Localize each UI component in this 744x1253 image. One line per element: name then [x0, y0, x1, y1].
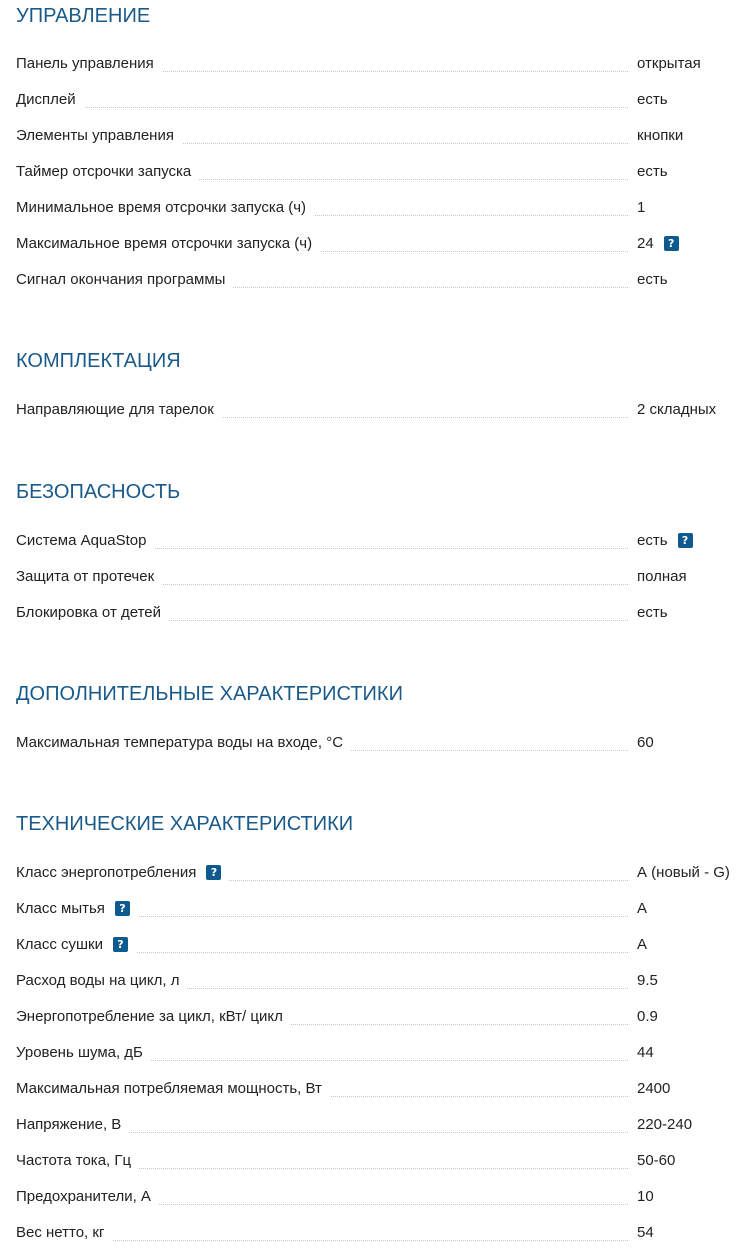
spec-label: Минимальное время отсрочки запуска (ч): [16, 192, 314, 224]
help-icon[interactable]: ?: [664, 236, 679, 251]
section-technical: [16, 808, 744, 1253]
spec-value: А: [637, 936, 648, 953]
spec-label: Напряжение, В: [16, 1109, 129, 1141]
spec-row: [16, 120, 744, 156]
spec-label: [16, 893, 138, 925]
spec-label: Максимальное время отсрочки запуска (ч): [16, 228, 320, 260]
spec-value: 2400: [637, 1080, 671, 1097]
spec-row: [16, 48, 744, 84]
spec-value: [637, 228, 679, 260]
section-title: УПРАВЛЕНИЕ: [16, 5, 151, 27]
spec-row: [16, 1109, 744, 1145]
spec-row: [16, 597, 744, 633]
spec-label: Панель управления: [16, 48, 162, 80]
spec-row: [16, 929, 744, 965]
spec-value: 44: [637, 1044, 654, 1061]
spec-row: [16, 156, 744, 192]
section-title: ДОПОЛНИТЕЛЬНЫЕ ХАРАКТЕРИСТИКИ: [16, 683, 403, 705]
spec-label: Энергопотребление за цикл, кВт/ цикл: [16, 1001, 291, 1033]
spec-value: 50-60: [637, 1152, 676, 1169]
spec-row: [16, 192, 744, 228]
spec-label: Максимальная потребляемая мощность, Вт: [16, 1073, 330, 1105]
spec-label: Частота тока, Гц: [16, 1145, 139, 1177]
spec-row: [16, 893, 744, 929]
spec-value: 1: [637, 199, 646, 216]
spec-label-text: Класс сушки: [16, 936, 103, 953]
spec-value: есть: [637, 604, 668, 621]
spec-value: открытая: [637, 55, 701, 72]
spec-label: Система AquaStop: [16, 525, 154, 557]
spec-value-text: есть: [637, 532, 668, 549]
spec-row: [16, 561, 744, 597]
spec-label: Дисплей: [16, 84, 84, 116]
spec-label: Предохранители, А: [16, 1181, 159, 1213]
spec-label-text: Класс энергопотребления: [16, 864, 197, 881]
spec-row: [16, 525, 744, 561]
section-additional: [16, 678, 744, 763]
spec-row: [16, 264, 744, 300]
spec-row: [16, 1217, 744, 1253]
spec-label: Уровень шума, дБ: [16, 1037, 151, 1069]
spec-label: Расход воды на цикл, л: [16, 965, 187, 997]
spec-label: Направляющие для тарелок: [16, 394, 222, 426]
section-safety: [16, 476, 744, 633]
spec-value: есть: [637, 163, 668, 180]
spec-value: 9.5: [637, 972, 658, 989]
section-equipment: [16, 345, 744, 430]
help-icon[interactable]: ?: [115, 901, 130, 916]
spec-row: [16, 1001, 744, 1037]
spec-value: [637, 525, 693, 557]
spec-value: кнопки: [637, 127, 684, 144]
section-control: [16, 0, 744, 300]
section-title: ТЕХНИЧЕСКИЕ ХАРАКТЕРИСТИКИ: [16, 813, 354, 835]
spec-value: полная: [637, 568, 687, 585]
help-icon[interactable]: ?: [113, 937, 128, 952]
spec-label-text: Класс мытья: [16, 900, 105, 917]
spec-label: Максимальная температура воды на входе, °С: [16, 727, 351, 759]
spec-value: 2 складных: [637, 401, 717, 418]
spec-value-text: 24: [637, 235, 654, 252]
spec-value: 54: [637, 1224, 654, 1241]
section-title: КОМПЛЕКТАЦИЯ: [16, 350, 181, 372]
spec-row: [16, 965, 744, 1001]
spec-value: А (новый - G): [637, 864, 730, 881]
spec-value: 220-240: [637, 1116, 693, 1133]
spec-label: Блокировка от детей: [16, 597, 169, 629]
spec-value: 60: [637, 734, 654, 751]
spec-row: [16, 1037, 744, 1073]
spec-row: [16, 1181, 744, 1217]
spec-value: есть: [637, 271, 668, 288]
spec-label: Сигнал окончания программы: [16, 264, 233, 296]
spec-label: Элементы управления: [16, 120, 182, 152]
spec-row: [16, 1073, 744, 1109]
spec-row: [16, 727, 744, 763]
spec-label: Защита от протечек: [16, 561, 162, 593]
spec-row: [16, 857, 744, 893]
spec-row: [16, 228, 744, 264]
spec-label: [16, 857, 229, 889]
spec-label: Таймер отсрочки запуска: [16, 156, 199, 188]
help-icon[interactable]: ?: [206, 865, 221, 880]
spec-row: [16, 1145, 744, 1181]
section-title: БЕЗОПАСНОСТЬ: [16, 481, 181, 503]
spec-value: А: [637, 900, 648, 917]
spec-value: есть: [637, 91, 668, 108]
spec-value: 10: [637, 1188, 654, 1205]
spec-label: Вес нетто, кг: [16, 1217, 112, 1249]
spec-row: [16, 84, 744, 120]
spec-label: [16, 929, 136, 961]
spec-row: [16, 394, 744, 430]
help-icon[interactable]: ?: [678, 533, 693, 548]
spec-value: 0.9: [637, 1008, 658, 1025]
